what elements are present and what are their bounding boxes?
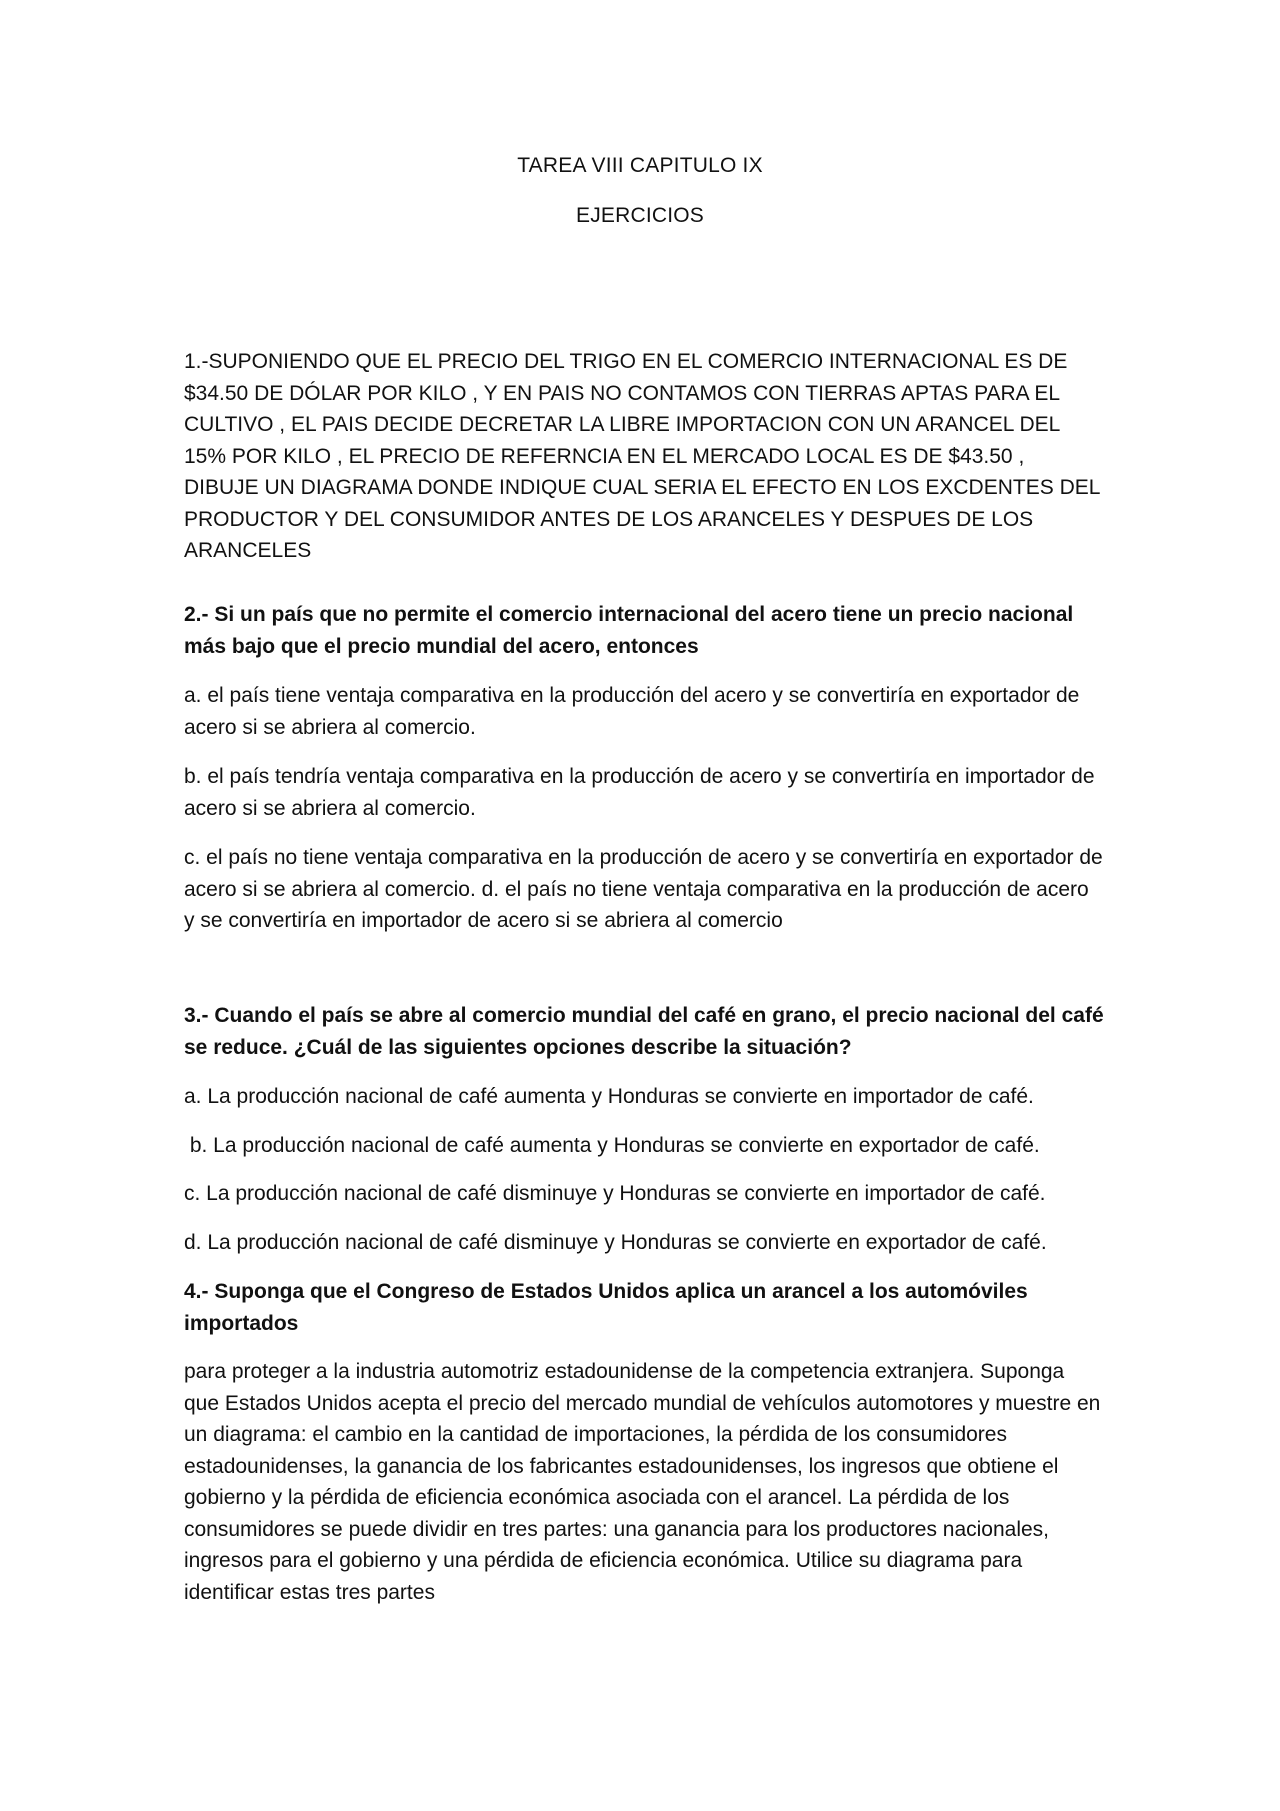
question-2-prompt: 2.- Si un país que no permite el comercio internacional del acero tiene un precio nacional más bajo que el precio mundial del acero, entonces <box>184 603 1074 658</box>
question-3-option-d: d. La producción nacional de café disminuye y Honduras se convierte en exportador de café. <box>184 1231 1047 1254</box>
question-1-text: 1.-SUPONIENDO QUE EL PRECIO DEL TRIGO EN EL COMERCIO INTERNACIONAL ES DE $34.50 DE DÓLAR POR KILO , Y EN PAIS NO CONTAMOS CON TIERRAS APTAS PARA EL CULTIVO , EL PAIS DECIDE DECRETAR LA LIBRE IMPORTACION CON UN ARANCEL DEL 15% POR KILO , EL PRECIO DE REFERNCIA EN EL MERCADO LOCAL ES DE $43.50 , DIBUJE UN DIAGRAMA DONDE INDIQUE CUAL SERIA EL EFECTO EN LOS EXCDENTES DEL PRODUCTOR Y DEL CONSUMIDOR ANTES DE LOS ARANCELES Y DESPUES DE LOS ARANCELES <box>184 350 1100 562</box>
document-subtitle: EJERCICIOS <box>575 204 705 227</box>
question-2-option-c-d: c. el país no tiene ventaja comparativa en la producción de acero y se convertiría en exportador de acero si se abriera al comercio. d. el país no tiene ventaja comparativa en la producción de acero y se convertiría en importador de acero si se abriera al comercio <box>184 846 1103 932</box>
question-3-option-a: a. La producción nacional de café aumenta y Honduras se convierte en importador de café. <box>184 1085 1034 1108</box>
question-2-option-a: a. el país tiene ventaja comparativa en la producción del acero y se convertiría en exportador de acero si se abriera al comercio. <box>184 684 1080 739</box>
question-4-prompt: 4.- Suponga que el Congreso de Estados Unidos aplica un arancel a los automóviles importados <box>184 1280 1028 1335</box>
question-2-option-b: b. el país tendría ventaja comparativa en la producción de acero y se convertiría en importador de acero si se abriera al comercio. <box>184 765 1095 820</box>
question-3-prompt: 3.- Cuando el país se abre al comercio mundial del café en grano, el precio nacional del café se reduce. ¿Cuál de las siguientes opciones describe la situación? <box>184 1004 1104 1059</box>
question-3-option-b: b. La producción nacional de café aumenta y Honduras se convierte en exportador de café. <box>184 1134 1040 1157</box>
document-title: TAREA VIII CAPITULO IX <box>517 154 763 177</box>
question-3-option-c: c. La producción nacional de café disminuye y Honduras se convierte en importador de café. <box>184 1182 1046 1205</box>
question-4-body: para proteger a la industria automotriz estadounidense de la competencia extranjera. Suponga que Estados Unidos acepta el precio del mercado mundial de vehículos automotores y muestre en un diagrama: el cambio en la cantidad de importaciones, la pérdida de los consumidores estadounidenses, la ganancia de los fabricantes estadounidenses, los ingresos que obtiene el gobierno y la pérdida de eficiencia económica asociada con el arancel. La pérdida de los consumidores se puede dividir en tres partes: una ganancia para los productores nacionales, ingresos para el gobierno y una pérdida de eficiencia económica. Utilice su diagrama para identificar estas tres partes <box>184 1360 1101 1604</box>
